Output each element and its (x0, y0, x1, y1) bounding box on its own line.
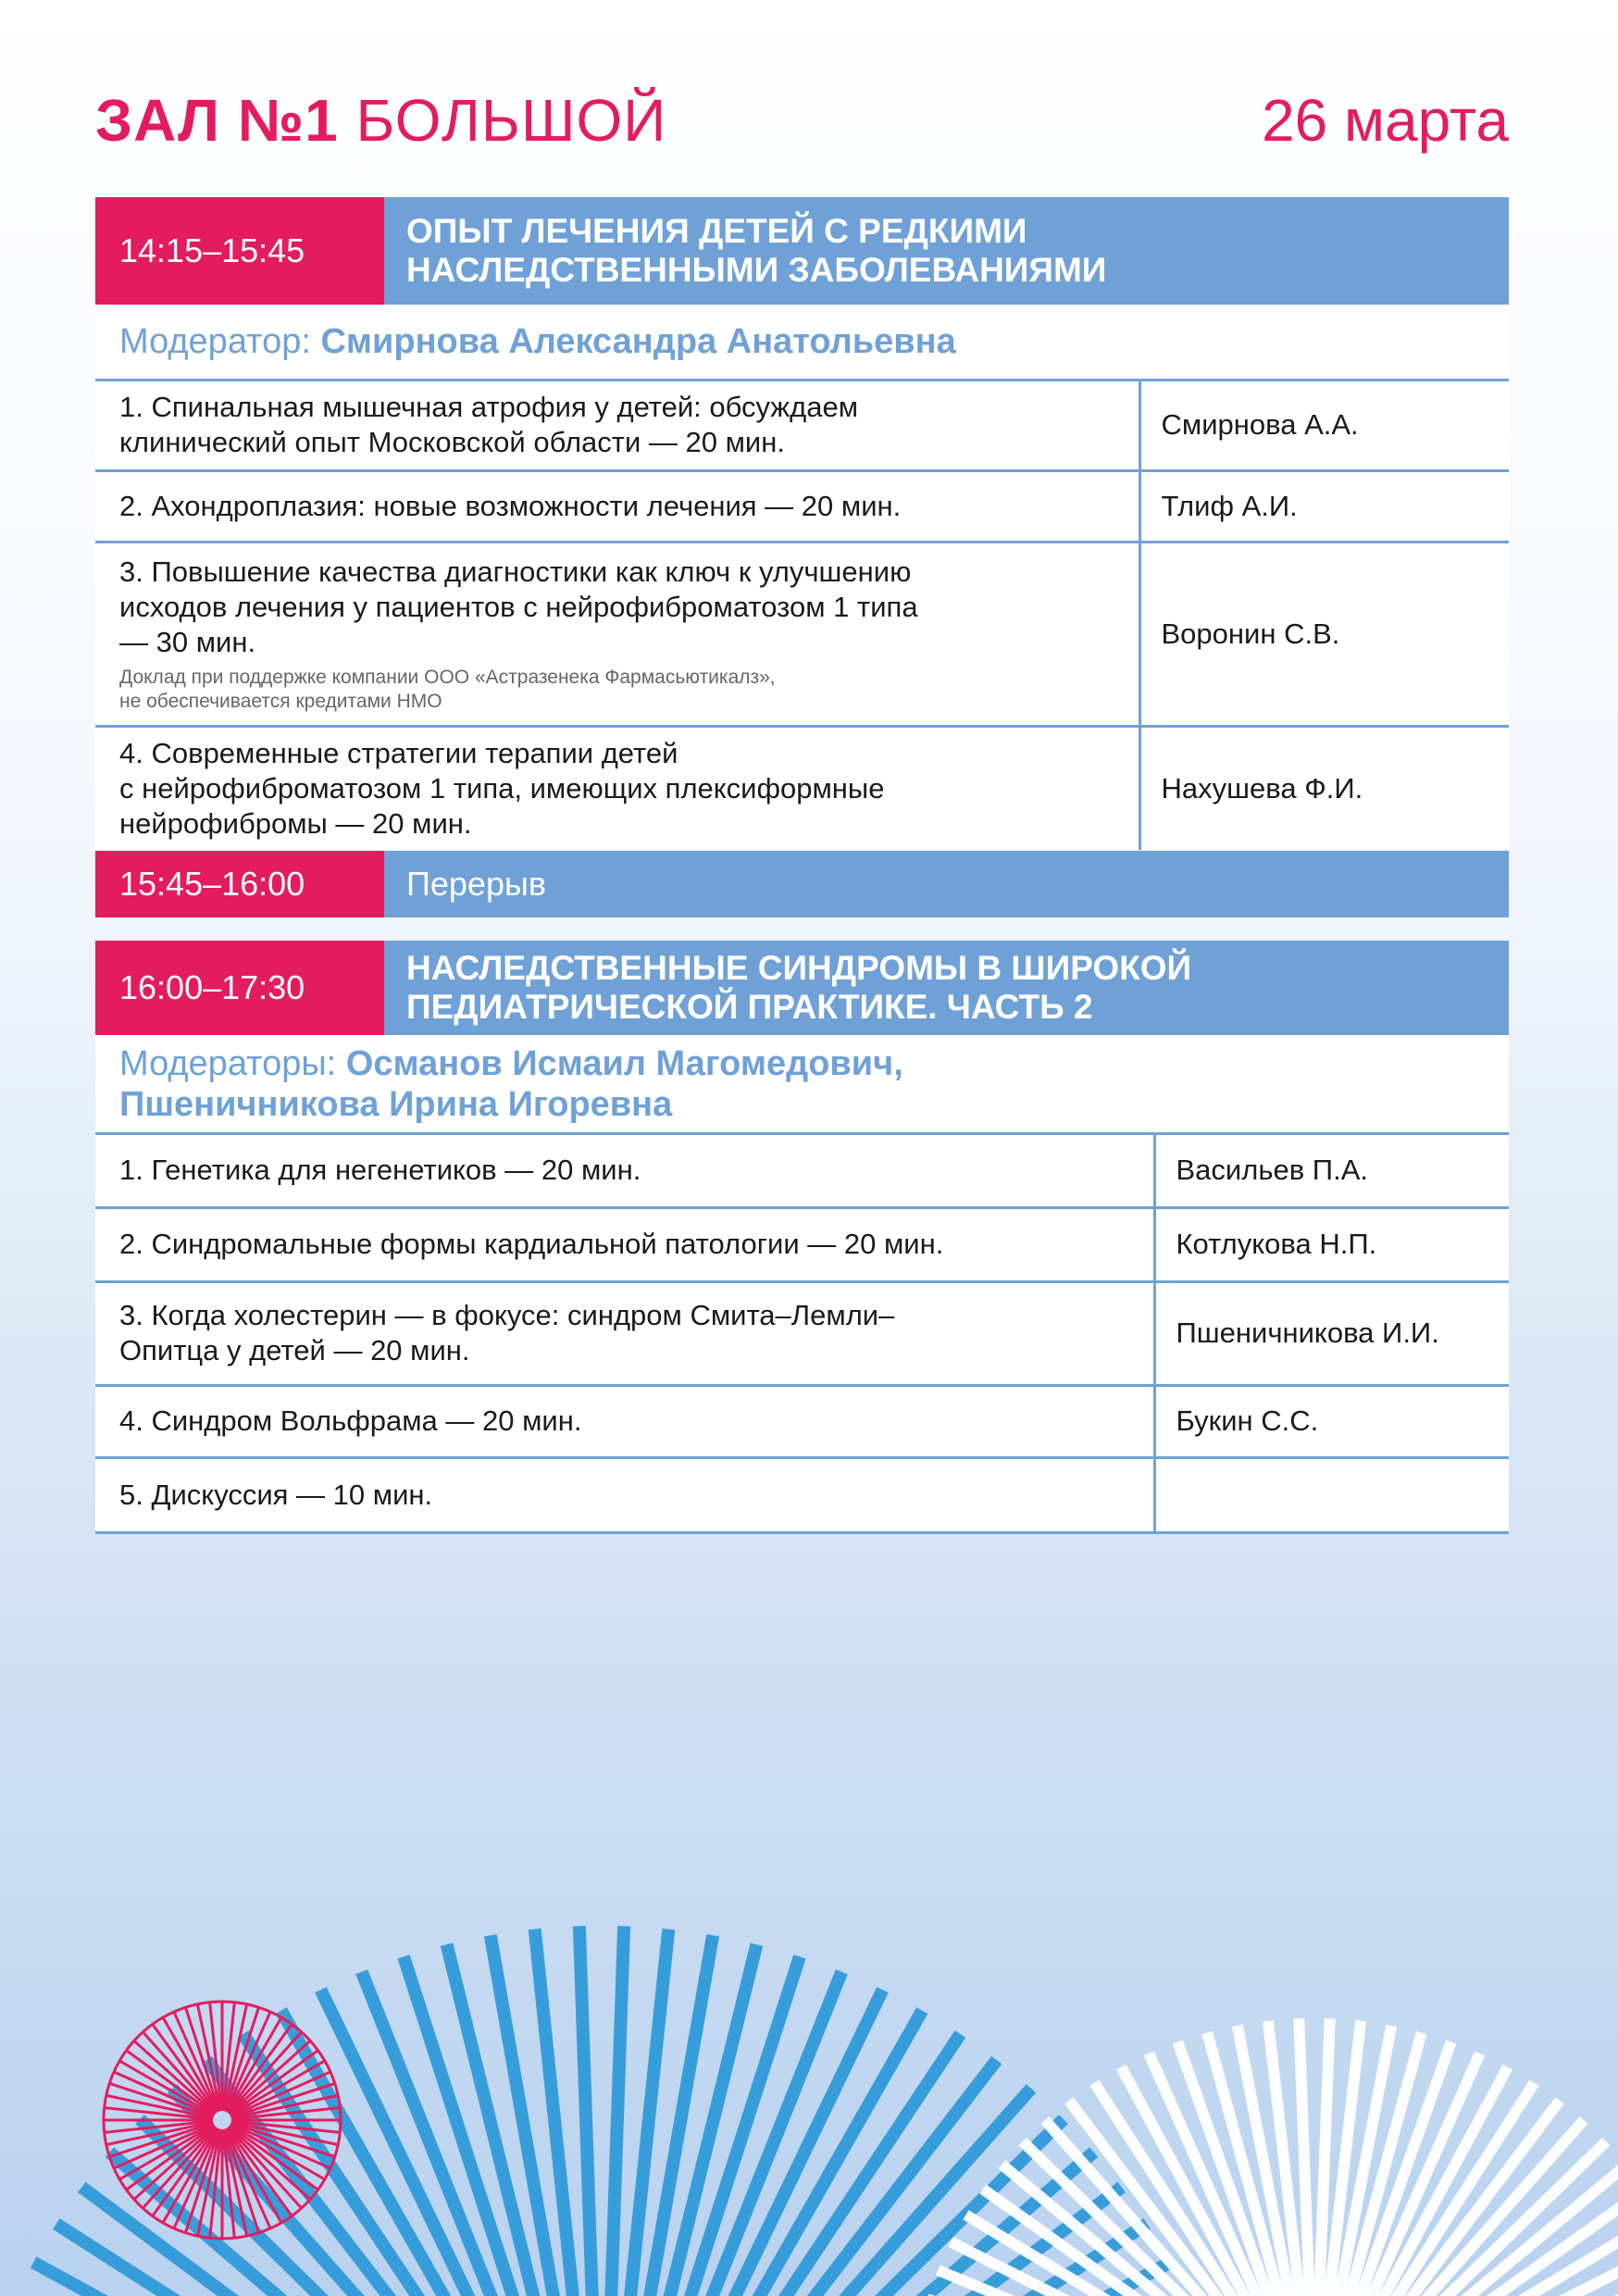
session-1-title-line2: НАСЛЕДСТВЕННЫМИ ЗАБОЛЕВАНИЯМИ (406, 251, 1107, 289)
moderator-name: Смирнова Александра Анатольевна (320, 322, 956, 361)
talk-title (95, 726, 1139, 850)
moderator-name: Пшеничникова Ирина Игоревна (119, 1084, 673, 1124)
talk-title (95, 470, 1139, 542)
talk-line: 2. Синдромальные формы кардиальной патологии — 20 мин. (119, 1228, 944, 1260)
talk-line: 5. Дискуссия — 10 мин. (119, 1478, 433, 1511)
sponsor-note (119, 666, 1139, 714)
speaker: Пшеничникова И.И. (1154, 1281, 1509, 1385)
session-1-title (384, 197, 1509, 305)
session-1-time: 14:15–15:45 (95, 197, 384, 305)
session-1-header (95, 197, 1509, 305)
talk-title (95, 1457, 1154, 1532)
talk-line: 1. Генетика для негенетиков — 20 мин. (119, 1154, 641, 1187)
moderators-label: Модераторы: (119, 1043, 337, 1083)
speaker: Тлиф А.И. (1139, 470, 1509, 542)
fan-ray (1377, 2215, 1618, 2296)
program-row (95, 381, 1509, 470)
talk-line: 3. Когда холестерин — в фокусе: синдром Смита–Лемли– (119, 1299, 895, 1331)
session-2-moderators (95, 1035, 1509, 1135)
fan-ray (1299, 2018, 1312, 2296)
talk-title (95, 1135, 1154, 1207)
moderator-name: Османов Исмаил Магомедович, (345, 1043, 903, 1083)
sponsor-note-line: не обеспечивается кредитами НМО (119, 690, 442, 712)
talk-title (95, 1385, 1154, 1457)
sponsor-note-line: Доклад при поддержке компании ООО «Астразенека Фармасьютикалз», (119, 666, 776, 688)
page-header (95, 83, 1509, 157)
break-block (95, 851, 1509, 917)
talk-title (95, 1207, 1154, 1281)
session-2-header (95, 941, 1509, 1035)
speaker: Котлукова Н.П. (1154, 1207, 1509, 1281)
white-fan (909, 2018, 1618, 2296)
break-label: Перерыв (384, 851, 1509, 917)
program-row (95, 726, 1509, 850)
session-1-title-line1: ОПЫТ ЛЕЧЕНИЯ ДЕТЕЙ С РЕДКИМИ (406, 212, 1027, 250)
talk-line: 4. Современные стратегии терапии детей (119, 736, 678, 769)
talk-line: — 30 мин. (119, 625, 256, 658)
program-row (95, 1135, 1509, 1207)
session-2-program (95, 1135, 1509, 1534)
talk-line: 1. Спинальная мышечная атрофия у детей: обсуждаем (119, 391, 859, 424)
talk-line: 4. Синдром Вольфрама — 20 мин. (119, 1404, 582, 1437)
session-1-program (95, 381, 1509, 850)
session-2-title-line2: ПЕДИАТРИЧЕСКОЙ ПРАКТИКЕ. ЧАСТЬ 2 (406, 988, 1093, 1026)
hall-number: №1 (237, 87, 339, 154)
session-1-moderator (95, 305, 1509, 381)
speaker (1154, 1457, 1509, 1532)
session-2 (95, 941, 1509, 1534)
moderator-label: Модератор: (119, 322, 311, 361)
speaker: Васильев П.А. (1154, 1135, 1509, 1207)
session-2-time: 16:00–17:30 (95, 941, 384, 1035)
talk-title (95, 1281, 1154, 1385)
talk-line: нейрофибромы — 20 мин. (119, 806, 472, 840)
program-row (95, 1281, 1509, 1385)
program-row (95, 1207, 1509, 1281)
talk-line: с нейрофиброматозом 1 типа, имеющих плексиформные (119, 771, 885, 805)
decorative-fans (0, 1907, 1618, 2296)
talk-line: 2. Ахондроплазия: новые возможности лечения — 20 мин. (119, 489, 902, 522)
break-time: 15:45–16:00 (95, 851, 384, 917)
talk-title (95, 542, 1139, 726)
speaker: Букин С.С. (1154, 1385, 1509, 1457)
speaker: Смирнова А.А. (1139, 381, 1509, 470)
session-2-title (384, 941, 1509, 1035)
hall-prefix: ЗАЛ (95, 87, 220, 154)
fan-ray (605, 1926, 624, 2296)
break-row (95, 851, 1509, 917)
talk-line: 3. Повышение качества диагностики как ключ к улучшению (119, 555, 912, 588)
talk-line: клинический опыт Московской области — 20 мин. (119, 426, 785, 459)
speaker: Нахушева Ф.И. (1139, 726, 1509, 850)
session-1 (95, 197, 1509, 850)
speaker: Воронин С.В. (1139, 542, 1509, 726)
session-2-title-line1: НАСЛЕДСТВЕННЫЕ СИНДРОМЫ В ШИРОКОЙ (406, 949, 1192, 987)
event-date: 26 марта (1262, 87, 1509, 154)
hall-title (95, 83, 666, 157)
talk-line: Опитца у детей — 20 мин. (119, 1334, 470, 1366)
fan-ray (579, 1926, 598, 2296)
program-row (95, 470, 1509, 542)
red-fan (104, 2002, 341, 2239)
fan-ray (1317, 2018, 1330, 2296)
program-row (95, 1457, 1509, 1532)
talk-line: исходов лечения у пациентов с нейрофиброматозом 1 типа (119, 590, 918, 623)
program-row (95, 1385, 1509, 1457)
talk-title (95, 381, 1139, 470)
program-row (95, 542, 1509, 726)
hall-name: БОЛЬШОЙ (355, 87, 667, 154)
